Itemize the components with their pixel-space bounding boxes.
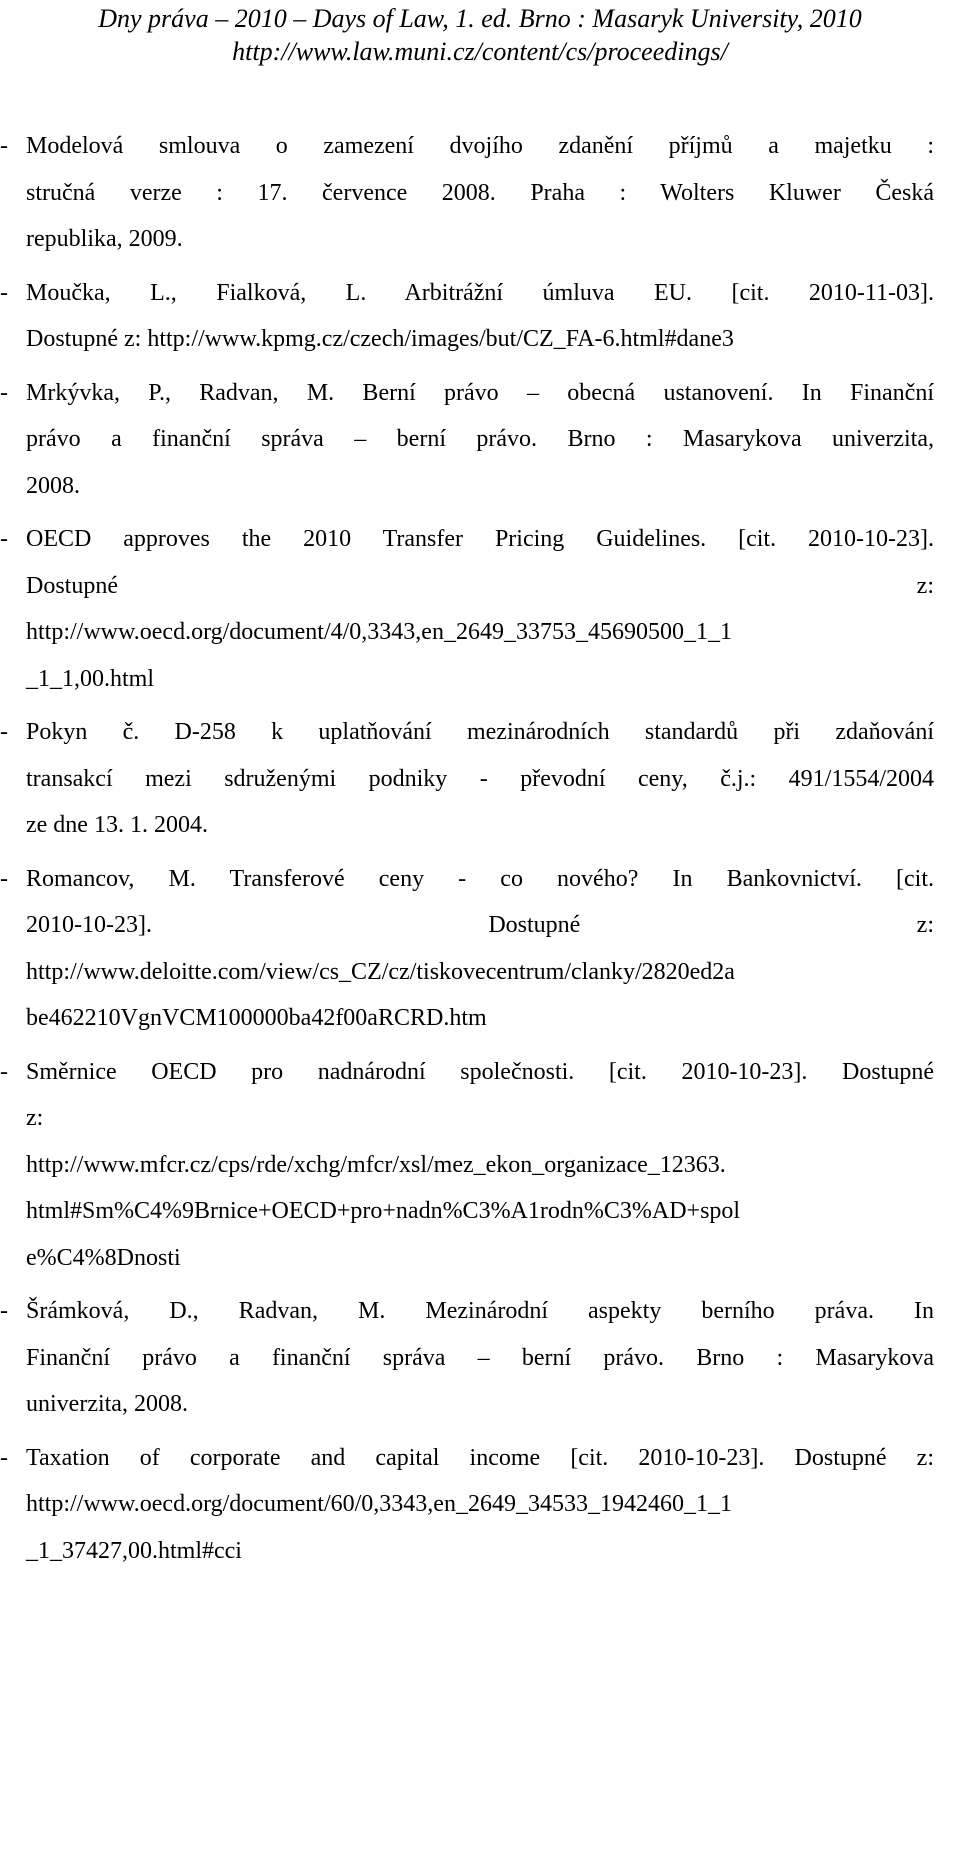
reference-line: Směrnice OECD pro nadnárodní společnosti. [cit. 2010-10-23]. Dostupné — [26, 1058, 934, 1085]
reference-line: http://www.deloitte.com/view/cs_CZ/cz/tiskovecentrum/clanky/2820ed2a — [26, 958, 735, 985]
reference-item — [0, 516, 934, 702]
reference-item — [0, 709, 934, 849]
reference-item — [0, 270, 934, 363]
reference-item — [0, 123, 934, 263]
reference-line: e%C4%8Dnosti — [26, 1244, 181, 1271]
reference-bullet: - — [0, 279, 8, 306]
reference-line: http://www.oecd.org/document/60/0,3343,en_2649_34533_1942460_1_1 — [26, 1491, 732, 1517]
reference-line: OECD approves the 2010 Transfer Pricing Guidelines. [cit. 2010-10-23]. — [26, 526, 934, 552]
reference-line: Šrámková, D., Radvan, M. Mezinárodní aspekty berního práva. In — [26, 1298, 934, 1324]
reference-item — [0, 1049, 934, 1282]
reference-item — [0, 856, 934, 1042]
reference-line: z: — [26, 1105, 44, 1131]
reference-bullet: - — [0, 719, 8, 745]
reference-bullet: - — [0, 1298, 8, 1324]
reference-item — [0, 370, 934, 510]
reference-bullet: - — [0, 865, 8, 892]
header-proceedings-url: http://www.law.muni.cz/content/cs/proceedings/ — [232, 37, 728, 66]
reference-line: be462210VgnVCM100000ba42f00aRCRD.htm — [26, 1005, 487, 1031]
reference-bullet: - — [0, 133, 8, 159]
reference-bullet: - — [0, 1058, 8, 1085]
header-proceedings-title: Dny práva – 2010 – Days of Law, 1. ed. Brno : Masaryk University, 2010 — [98, 4, 862, 33]
reference-line: transakcí mezi sdruženými podniky - převodní ceny, č.j.: 491/1554/2004 — [26, 765, 934, 792]
reference-line: html#Sm%C4%9Brnice+OECD+pro+nadn%C3%A1rodn%C3%AD+spol — [26, 1198, 741, 1224]
reference-bullet: - — [0, 1444, 8, 1471]
reference-line: Mrkývka, P., Radvan, M. Berní právo – obecná ustanovení. In Finanční — [26, 379, 934, 406]
reference-item — [0, 1435, 934, 1575]
reference-line: Pokyn č. D-258 k uplatňování mezinárodních standardů při zdaňování — [26, 719, 934, 745]
reference-list — [0, 123, 960, 1574]
reference-line: republika, 2009. — [26, 226, 183, 252]
reference-line: Taxation of corporate and capital income [cit. 2010-10-23]. Dostupné z: — [26, 1444, 934, 1471]
reference-line: 2010-10-23]. Dostupné z: — [26, 912, 934, 938]
reference-line: _1_1,00.html — [26, 665, 155, 692]
page-header — [0, 2, 960, 68]
reference-line: 2008. — [26, 472, 80, 499]
reference-item — [0, 1288, 934, 1428]
reference-bullet: - — [0, 526, 8, 552]
reference-line: univerzita, 2008. — [26, 1391, 188, 1417]
reference-line: právo a finanční správa – berní právo. Brno : Masarykova univerzita, — [26, 426, 934, 452]
reference-line: Dostupné z: http://www.kpmg.cz/czech/images/but/CZ_FA-6.html#dane3 — [26, 326, 734, 352]
reference-line: stručná verze : 17. července 2008. Praha : Wolters Kluwer Česká — [26, 179, 934, 206]
reference-line: Finanční právo a finanční správa – berní právo. Brno : Masarykova — [26, 1344, 934, 1371]
reference-line: http://www.oecd.org/document/4/0,3343,en_2649_33753_45690500_1_1 — [26, 619, 732, 645]
reference-line: ze dne 13. 1. 2004. — [26, 812, 208, 838]
reference-line: http://www.mfcr.cz/cps/rde/xchg/mfcr/xsl/mez_ekon_organizace_12363. — [26, 1151, 726, 1178]
reference-line: Dostupné z: — [26, 572, 934, 599]
reference-line: Modelová smlouva o zamezení dvojího zdanění příjmů a majetku : — [26, 133, 934, 159]
reference-bullet: - — [0, 379, 8, 406]
reference-line: Romancov, M. Transferové ceny - co nového? In Bankovnictví. [cit. — [26, 865, 934, 892]
reference-line: _1_37427,00.html#cci — [26, 1537, 242, 1564]
reference-line: Moučka, L., Fialková, L. Arbitrážní úmluva EU. [cit. 2010-11-03]. — [26, 279, 934, 306]
